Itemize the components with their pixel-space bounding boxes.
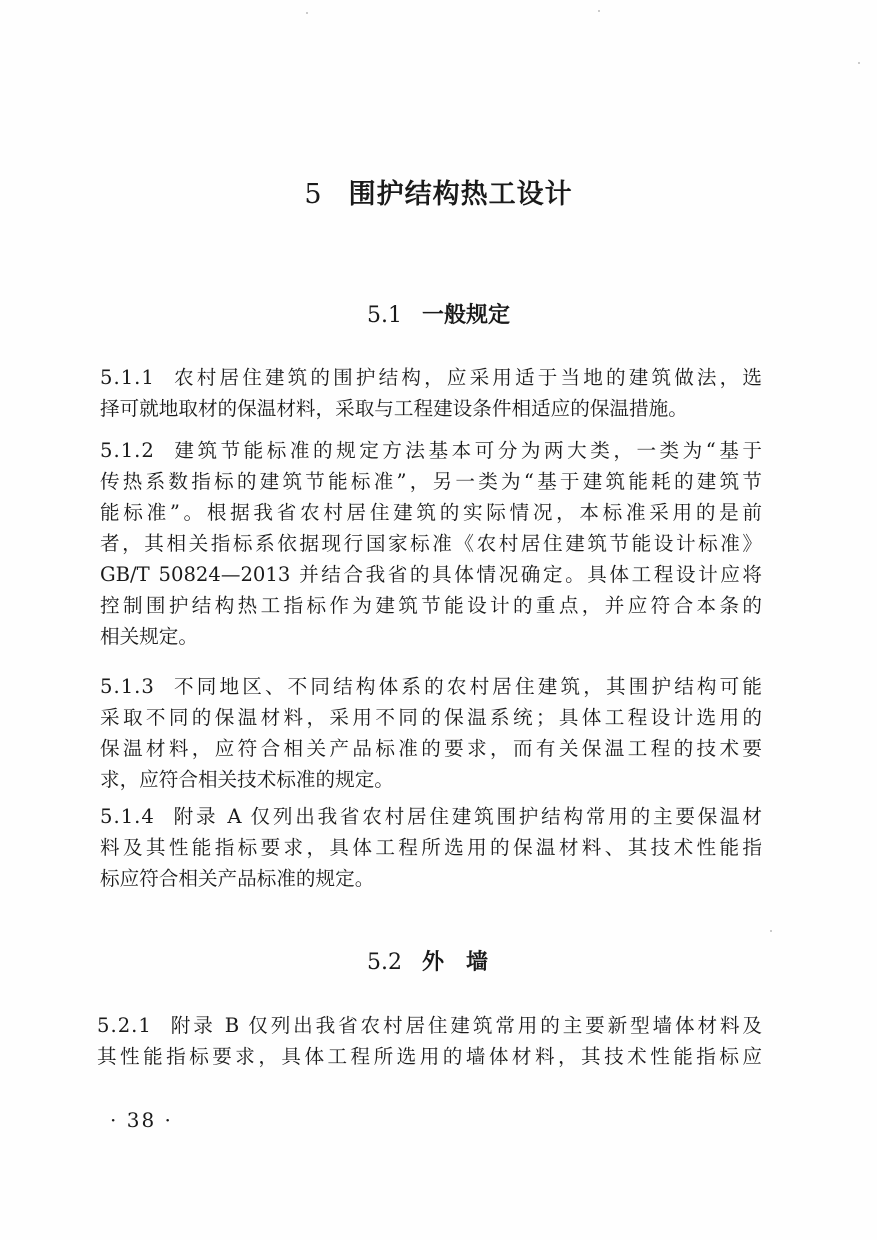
scan-speck	[770, 930, 772, 932]
page-number: · 38 ·	[110, 1108, 173, 1132]
clause-line: 能标准”。根据我省农村居住建筑的实际情况，本标准采用的是前	[100, 501, 762, 524]
scan-speck	[858, 62, 860, 64]
clause-line: 标应符合相关产品标准的规定。	[100, 867, 375, 890]
clause-line: GB/T 50824—2013 并结合我省的具体情况确定。具体工程设计应将	[100, 563, 762, 586]
clause-5-1-4	[100, 801, 762, 894]
clause-line: 料及其性能指标要求，具体工程所选用的保温材料、其技术性能指	[100, 836, 762, 859]
clause-line: 保温材料，应符合相关产品标准的要求，而有关保温工程的技术要	[100, 737, 762, 760]
clause-5-1-2	[100, 435, 762, 652]
clause-line: 5.1.2 建筑节能标准的规定方法基本可分为两大类，一类为“基于	[100, 435, 762, 466]
clause-line: 择可就地取材的保温材料，采取与工程建设条件相适应的保温措施。	[100, 397, 688, 420]
clause-line: 相关规定。	[100, 625, 198, 648]
clause-line: 5.1.1 农村居住建筑的围护结构，应采用适于当地的建筑做法，选	[100, 362, 762, 393]
clause-number: 5.1.1	[100, 366, 155, 389]
clause-5-1-3	[100, 671, 762, 795]
clause-5-1-1	[100, 362, 762, 424]
clause-line: 其性能指标要求，具体工程所选用的墙体材料，其技术性能指标应	[97, 1045, 762, 1068]
clause-line: 5.1.4 附录 A 仅列出我省农村居住建筑围护结构常用的主要保温材	[100, 801, 762, 832]
chapter-title	[0, 172, 877, 211]
section-number: 5.2	[366, 950, 402, 975]
scan-speck	[306, 12, 308, 14]
section-title-text: 外墙	[421, 949, 510, 975]
clause-line: 求，应符合相关技术标准的规定。	[100, 768, 394, 791]
clause-line: 5.2.1 附录 B 仅列出我省农村居住建筑常用的主要新型墙体材料及	[97, 1010, 762, 1041]
section-title-text: 一般规定	[421, 302, 510, 328]
clause-5-2-1	[97, 1010, 762, 1072]
clause-number: 5.2.1	[97, 1014, 152, 1037]
clause-line: 采取不同的保温材料，采用不同的保温系统；具体工程设计选用的	[100, 706, 762, 729]
clause-number: 5.1.4	[100, 805, 155, 828]
chapter-title-text: 围护结构热工设计	[348, 179, 573, 210]
clause-number: 5.1.3	[100, 675, 155, 698]
clause-line: 传热系数指标的建筑节能标准”，另一类为“基于建筑能耗的建筑节	[100, 470, 762, 493]
clause-line: 控制围护结构热工指标作为建筑节能设计的重点，并应符合本条的	[100, 594, 762, 617]
section-number: 5.1	[366, 303, 402, 328]
clause-line: 5.1.3 不同地区、不同结构体系的农村居住建筑，其围护结构可能	[100, 671, 762, 702]
chapter-number: 5	[304, 179, 323, 210]
section-title-5-1	[0, 298, 877, 329]
clause-number: 5.1.2	[100, 439, 155, 462]
section-title-5-2	[0, 945, 877, 976]
clause-line: 者，其相关指标系依据现行国家标准《农村居住建筑节能设计标准》	[100, 532, 762, 555]
scan-speck	[598, 10, 600, 12]
